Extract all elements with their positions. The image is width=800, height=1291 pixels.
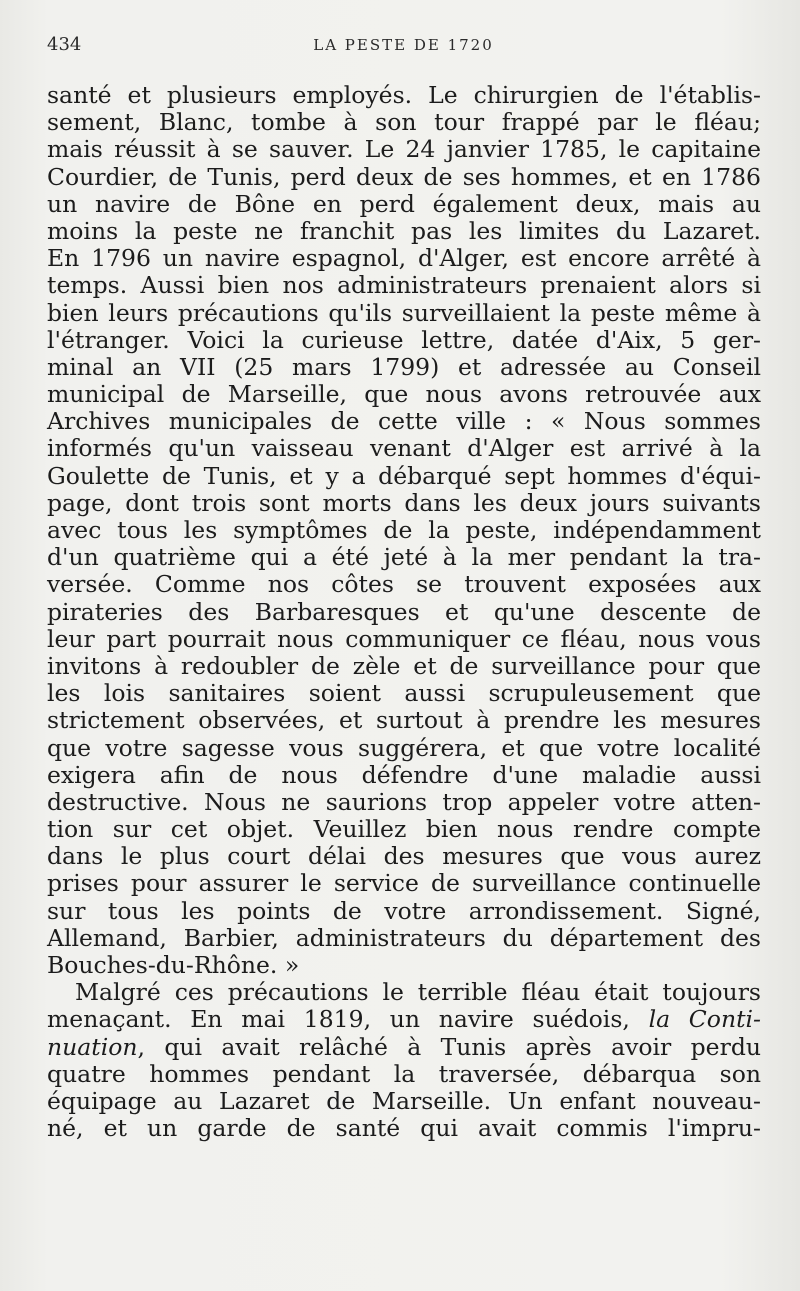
text-line: né, et un garde de santé qui avait commis l'impru-: [47, 1114, 761, 1143]
text-line: quatre hommes pendant la traversée, débarqua son: [47, 1059, 761, 1088]
text-line: que votre sagesse vous suggérera, et que votre localité: [47, 733, 761, 762]
text-line: tion sur cet objet. Veuillez bien nous rendre compte: [47, 815, 761, 844]
text-line: les lois sanitaires soient aussi scrupuleusement que: [47, 679, 761, 708]
text-line: Goulette de Tunis, et y a débarqué sept hommes d'équi-: [47, 461, 761, 490]
text-line: mais réussit à se sauver. Le 24 janvier 1785, le capitaine: [47, 135, 761, 164]
text-line: d'un quatrième qui a été jeté à la mer pendant la tra-: [47, 543, 761, 572]
text-line: destructive. Nous ne saurions trop appeler votre atten-: [47, 787, 761, 816]
text-line: Courdier, de Tunis, perd deux de ses hommes, et en 1786: [47, 162, 761, 191]
text-line: santé et plusieurs employés. Le chirurgien de l'établis-: [47, 81, 761, 109]
text-line: l'étranger. Voici la curieuse lettre, datée d'Aix, 5 ger-: [47, 325, 761, 354]
text-line: moins la peste ne franchit pas les limites du Lazaret.: [47, 216, 761, 245]
ship-name-italic: nuation: [47, 1032, 138, 1061]
text-line-with-italic: [47, 1034, 761, 1061]
text-line: dans le plus court délai des mesures que vous aurez: [47, 842, 761, 871]
ship-name-italic: la Conti-: [648, 1005, 761, 1034]
text-fragment: , qui avait relâché à Tunis après avoir perdu: [137, 1032, 761, 1061]
body-text: [47, 82, 761, 1142]
page-header: [47, 34, 760, 56]
text-line: temps. Aussi bien nos administrateurs prenaient alors si: [47, 271, 761, 300]
text-line: minal an VII (25 mars 1799) et adressée au Conseil: [47, 352, 761, 381]
text-line: En 1796 un navire espagnol, d'Alger, est encore arrêté à: [47, 244, 761, 273]
text-line: Bouches-du-Rhône. »: [47, 951, 300, 979]
text-line: leur part pourrait nous communiquer ce fléau, nous vous: [47, 624, 761, 653]
text-line: sement, Blanc, tombe à son tour frappé par le fléau;: [47, 108, 761, 137]
text-line-with-italic: [47, 1006, 761, 1033]
text-line: Allemand, Barbier, administrateurs du département des: [47, 923, 761, 952]
text-line: page, dont trois sont morts dans les deux jours suivants: [47, 488, 761, 517]
text-line: invitons à redoubler de zèle et de surveillance pour que: [47, 651, 761, 680]
text-line: équipage au Lazaret de Marseille. Un enfant nouveau-: [47, 1086, 761, 1115]
text-line: Malgré ces précautions le terrible fléau était toujours: [75, 978, 761, 1007]
text-line: Archives municipales de cette ville : « Nous sommes: [47, 407, 761, 436]
page-number: 434: [47, 34, 82, 55]
text-line: municipal de Marseille, que nous avons retrouvée aux: [47, 380, 761, 409]
text-line: exigera afin de nous défendre d'une maladie aussi: [47, 760, 761, 789]
text-line: un navire de Bône en perd également deux, mais au: [47, 189, 761, 218]
text-line: bien leurs précautions qu'ils surveillaient la peste même à: [47, 298, 761, 327]
text-line: sur tous les points de votre arrondissement. Signé,: [47, 896, 761, 925]
text-line: informés qu'un vaisseau venant d'Alger est arrivé à la: [47, 434, 761, 463]
text-line: versée. Comme nos côtes se trouvent exposées aux: [47, 570, 761, 599]
text-fragment: menaçant. En mai 1819, un navire suédois,: [47, 1005, 630, 1034]
text-line: strictement observées, et surtout à prendre les mesures: [47, 706, 761, 735]
text-line: prises pour assurer le service de surveillance continuelle: [47, 869, 761, 898]
text-line: pirateries des Barbaresques et qu'une descente de: [47, 597, 761, 626]
text-line: avec tous les symptômes de la peste, indépendamment: [47, 516, 761, 544]
running-title: LA PESTE DE 1720: [313, 36, 494, 54]
